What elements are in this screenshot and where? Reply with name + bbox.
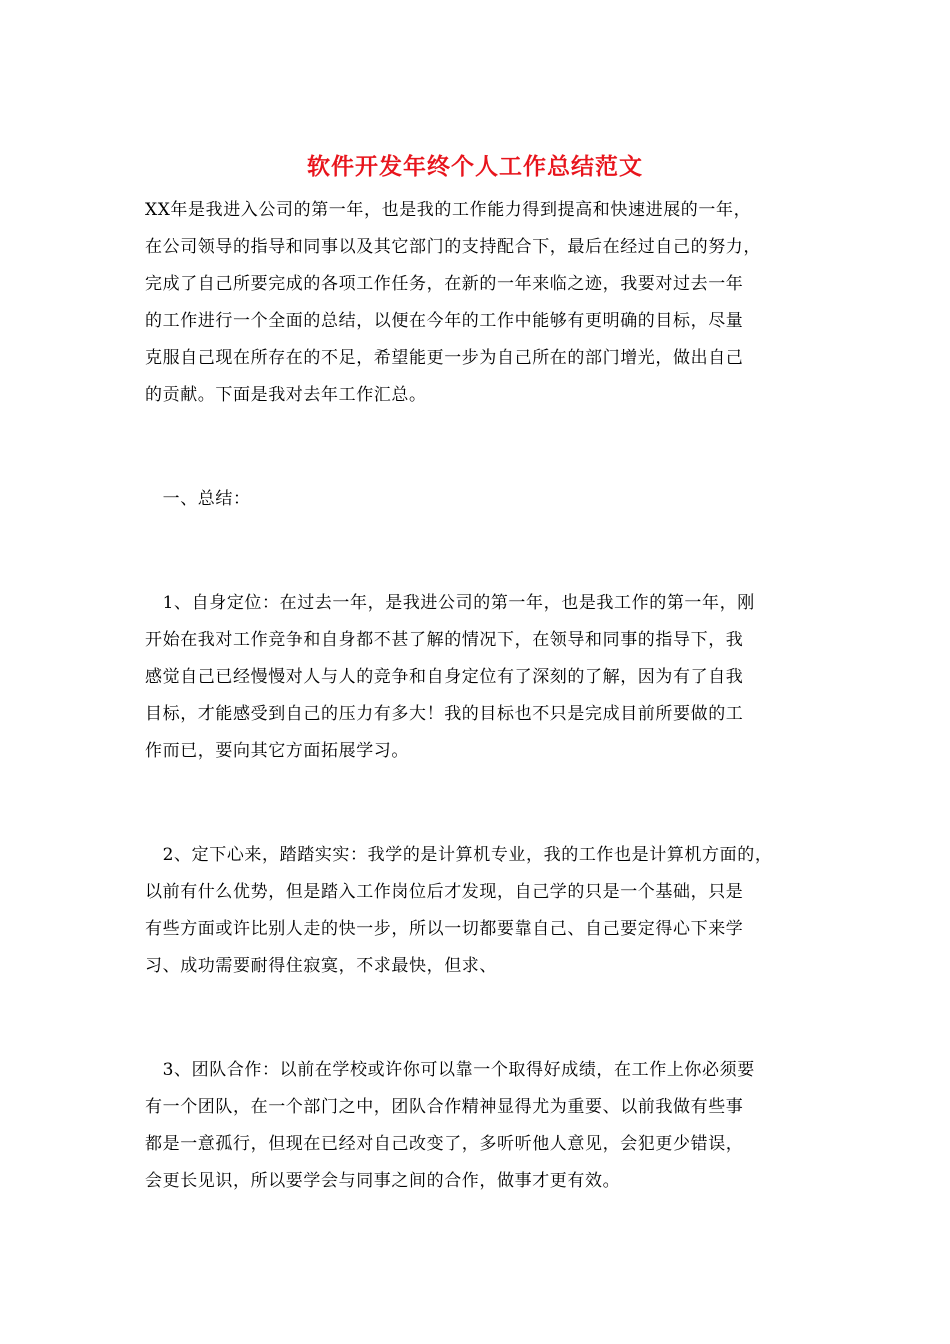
section2-line: 以前有什么优势，但是踏入工作岗位后才发现，自己学的只是一个基础，只是 (145, 882, 744, 902)
section3-line: 有一个团队，在一个部门之中，团队合作精神显得尤为重要、以前我做有些事 (145, 1097, 744, 1117)
section1-line: 开始在我对工作竞争和自身都不甚了解的情况下，在领导和同事的指导下，我 (145, 630, 744, 650)
section3-line: 会更长见识，所以要学会与同事之间的合作，做事才更有效。 (145, 1171, 621, 1191)
section1-line: 目标，才能感受到自己的压力有多大！我的目标也不只是完成目前所要做的工 (145, 704, 744, 724)
section2-line: 2、定下心来，踏踏实实：我学的是计算机专业，我的工作也是计算机方面的， (145, 845, 773, 865)
document-title: 软件开发年终个人工作总结范文 (307, 154, 643, 180)
section1-line: 作而已，要向其它方面拓展学习。 (145, 741, 409, 761)
section1-line: 感觉自己已经慢慢对人与人的竞争和自身定位有了深刻的了解，因为有了自我 (145, 667, 744, 687)
intro-line: 克服自己现在所存在的不足，希望能更一步为自己所在的部门增光，做出自己 (145, 348, 744, 368)
section3-line: 都是一意孤行，但现在已经对自己改变了，多听听他人意见，会犯更少错误， (145, 1134, 744, 1154)
section2-line: 习、成功需要耐得住寂寞，不求最快，但求、 (145, 956, 497, 976)
intro-line: 的贡献。下面是我对去年工作汇总。 (145, 385, 427, 405)
intro-line: XX年是我进入公司的第一年，也是我的工作能力得到提高和快速进展的一年， (145, 200, 752, 220)
section2-line: 有些方面或许比别人走的快一步，所以一切都要靠自己、自己要定得心下来学 (145, 919, 744, 939)
intro-line: 在公司领导的指导和同事以及其它部门的支持配合下，最后在经过自己的努力， (145, 237, 761, 257)
intro-line: 的工作进行一个全面的总结，以便在今年的工作中能够有更明确的目标，尽量 (145, 311, 744, 331)
section3-line: 3、团队合作：以前在学校或许你可以靠一个取得好成绩，在工作上你必须要 (145, 1060, 755, 1080)
section-heading: 一、总结： (145, 489, 251, 509)
intro-line: 完成了自己所要完成的各项工作任务，在新的一年来临之迹，我要对过去一年 (145, 274, 744, 294)
section1-line: 1、自身定位：在过去一年，是我进公司的第一年，也是我工作的第一年，刚 (145, 593, 755, 613)
